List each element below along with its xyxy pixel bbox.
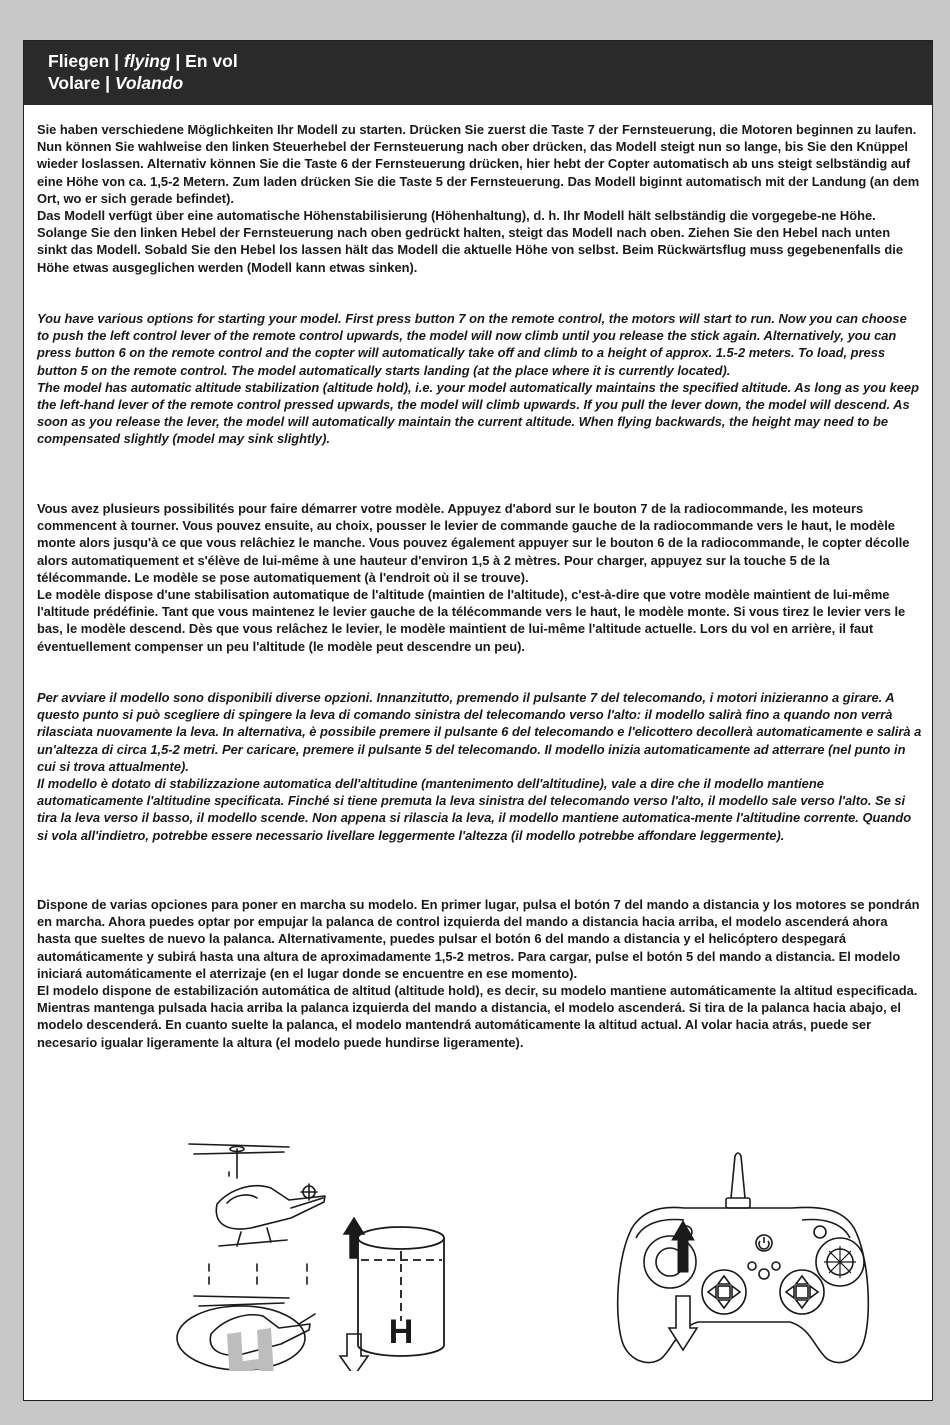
- section-header: [24, 41, 932, 105]
- right-trim-pad: [780, 1270, 824, 1314]
- italian-section: [37, 689, 922, 844]
- french-paragraph-2: Le modèle dispose d'une stabilisation automatique de l'altitude (maintien de l'altitude), c'est-à-dire que votre modèle maintient de lui-même l'altitude prédéfinie. Tant que vous maintenez le levier gauche de la télécommande vers le haut, le modèle monte. Si vous tirez le levier vers le bas, le modèle descend. Dès que vous relâchez le levier, le modèle maintient de lui-même l'altitude actuelle. Lors du vol en arrière, il faut éventuellement compenser un peu l'altitude (le modèle peut descendre un peu).: [37, 587, 906, 654]
- manual-page: [23, 40, 933, 1401]
- altitude-hold-cylinder: [352, 1223, 452, 1365]
- english-paragraph-1: You have various options for starting your model. First press button 7 on the remote control, the motors will start to run. Now you can choose to push the left control lever of the remote control upwards, the model will now climb until you release the stick again. Alternatively, you can press button 6 on the remote control and the copter will automatically take off and climb to a height of approx. 1.5-2 meters. To load, press button 5 on the remote control. The model automatically starts landing (at the place where it is currently located).: [37, 311, 907, 378]
- helicopter-climbing-icon: [189, 1144, 325, 1246]
- spanish-paragraph-2: El modelo dispone de estabilización automática de altitud (altitude hold), es decir, su modelo mantiene automáticamente la altitud especificada. Mientras mantenga pulsada hacia arriba la palanca izquierda del mando a distancia, el modelo ascenderá. Si tira de la palanca hacia abajo, el modelo descenderá. En cuanto suelte la palanca, el modelo mantendrá automáticamente la altitud actual. Al volar hacia atrás, puede ser necesario igualar ligeramente la altura (el modelo puede hundirse ligeramente).: [37, 983, 918, 1050]
- altitude-h-label: H: [388, 1313, 414, 1351]
- german-paragraph-2: Das Modell verfügt über eine automatische Höhenstabilisierung (Höhenhaltung), d. h. Ihr Modell hält selbständig die vorgegebe-ne Höhe. Solange Sie den linken Hebel der Fernsteuerung nach oben gedrückt halten, steigt das Modell nach oben. Ziehen Sie den Hebel nach unten sinkt das Modell. Sobald Sie den Hebel los lassen hält das Modell die aktuelle Höhe von selbst. Beim Rückwärtsflug muss gegebenenfalls die Höhe etwas ausgeglichen werden (Modell kann etwas sinken).: [37, 208, 904, 275]
- helipad-h-mark: [227, 1328, 275, 1371]
- header-title-line-2: Volare | Volando: [48, 73, 184, 93]
- french-paragraph-1: Vous avez plusieurs possibilités pour faire démarrer votre modèle. Appuyez d'abord sur le bouton 7 de la radiocommande, les moteurs commencent à tourner. Vous pouvez ensuite, au choix, pousser le levier de commande gauche de la radiocommande vers le haut, le modèle monte alors jusqu'à ce que vous relâchiez le manche. Vous pouvez également appuyer sur le bouton 6 de la radiocommande, le copter décolle alors automatiquement et s'élève de lui-même à une hauteur d'environ 1,5 à 2 mètres. Pour charger, appuyez sur la touche 5 de la télécommande. Le modèle se pose automatiquement (à l'endroit où il se trouve).: [37, 501, 910, 585]
- remote-control-illustration: [614, 1146, 874, 1381]
- spanish-paragraph-1: Dispone de varias opciones para poner en marcha su modelo. En primer lugar, pulsa el botón 7 del mando a distancia y los motores se pondrán en marcha. Ahora puedes optar por empujar la palanca de control izquierda del mando a distancia hacia arriba, el modelo ascenderá ahora hasta que sueltes de nuevo la palanca. Alternativamente, puedes pulsar el botón 6 del mando a distancia y el helicóptero despegará automáticamente y subirá hasta una altura de aproximadamente 1,5-2 metros. Para cargar, pulse el botón 5 del mando a distancia. El modelo iniciará automáticamente el aterrizaje (en el lugar donde se encuentre en ese momento).: [37, 897, 920, 981]
- english-section: [37, 310, 922, 448]
- italian-paragraph-2: Il modello è dotato di stabilizzazione automatica dell'altitudine (mantenimento dell'altitudine), vale a dire che il modello mantiene automaticamente l'altitudine specificata. Finché si tiene premuta la leva sinistra del telecomando verso l'alto, il modello sale verso l'alto. Se si tira la leva verso il basso, il modello scende. Non appena si rilascia la leva, il modello mantiene automatica-mente l'altitudine corrente. Quando si vola all'indietro, potrebbe essere necessario livellare leggermente l'altezza (il modello potrebbe affondare leggermente).: [37, 776, 912, 843]
- antenna-icon: [731, 1153, 745, 1198]
- french-section: [37, 500, 922, 655]
- helicopter-hovering-icon: [177, 1296, 315, 1370]
- german-paragraph-1: Sie haben verschiedene Möglichkeiten Ihr Modell zu starten. Drücken Sie zuerst die Taste 7 der Fernsteuerung, die Motoren beginnen zu laufen. Nun können Sie wahlweise den linken Steuerhebel der Fernsteuerung nach ober drücken, das Modell steigt nun so lange, bis Sie den Knüppel wieder loslassen. Alternativ können Sie die Taste 6 der Fernsteuerung drücken, hier hebt der Copter automatisch ab uns steigt selbständig auf eine Höhe von ca. 1,5-2 Metern. Zum laden drücken Sie die Taste 5 der Fernsteuerung. Das Modell biginnt automatisch mit der Landung (an dem Ort, wo er sich gerade befindet).: [37, 122, 920, 206]
- german-section: [37, 121, 922, 276]
- spanish-section: [37, 896, 922, 1051]
- english-paragraph-2: The model has automatic altitude stabilization (altitude hold), i.e. your model automatically maintains the specified altitude. As long as you keep the left-hand lever of the remote control pressed upwards, the model will climb upwards. If you pull the lever down, the model will descend. As soon as you release the lever, the model will automatically maintain the current altitude. When flying backwards, the height may need to be compensated slightly (model may sink slightly).: [37, 379, 919, 447]
- header-title-line-1: Fliegen | flying | En vol: [48, 51, 238, 71]
- italian-paragraph-1: Per avviare il modello sono disponibili diverse opzioni. Innanzitutto, premendo il pulsante 7 del telecomando, i motori inizieranno a girare. A questo punto si può scegliere di spingere la leva di comando sinistra del telecomando verso l'alto: il modello salirà fino a quando non verrà rilasciata nuovamente la leva. In alternativa, è possibile premere il pulsante 6 del telecomando e l'elicottero decollerà automaticamente e salirà a un'altezza di circa 1,5-2 metri. Per caricare, premere il pulsante 5 del telecomando. Il modello inizia automaticamente ad atterrare (nel punto in cui si trova attualmente).: [37, 690, 922, 774]
- left-trim-pad: [702, 1270, 746, 1314]
